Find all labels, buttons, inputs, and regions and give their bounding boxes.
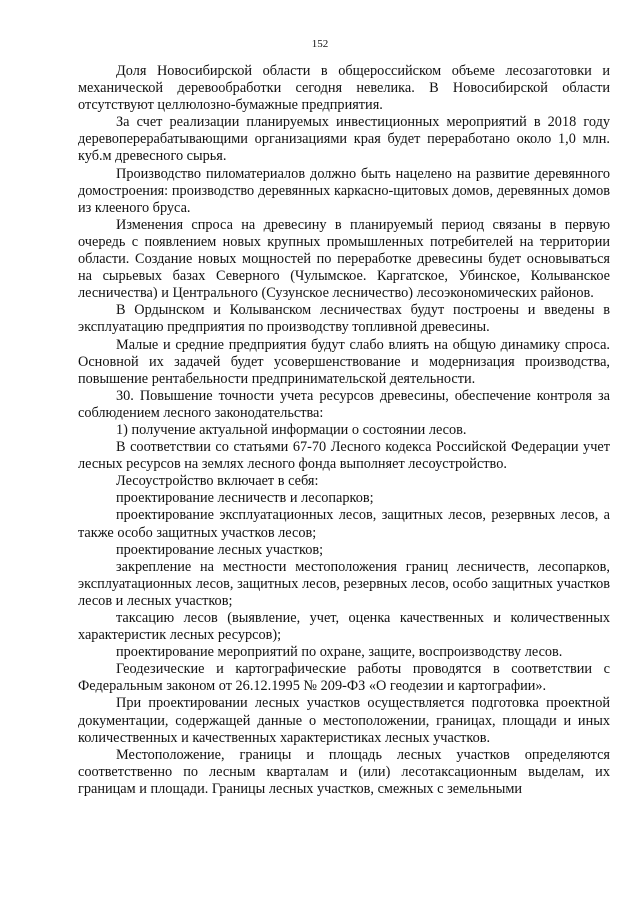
list-item-forest-taxation: таксацию лесов (выявление, учет, оценка качественных и количественных характеристик лесных ресурсов); — [78, 610, 610, 644]
paragraph-item-1: 1) получение актуальной информации о состоянии лесов. — [116, 421, 467, 438]
paragraph-geodesy-law: Геодезические и картографические работы проводятся в соответствии с Федеральным законом от 26.12.1995 № 209-ФЗ «О геодезии и картографии». — [78, 661, 610, 695]
paragraph-management-includes: Лесоустройство включает в себя: — [116, 473, 319, 490]
list-item-protection-measures: проектирование мероприятий по охране, защите, воспроизводству лесов. — [116, 644, 563, 661]
paragraph-forestry-share: Доля Новосибирской области в общероссийском объеме лесозаготовки и механической деревообработки сегодня невелика. В Новосибирской области отсутствуют целлюлозно-бумажные предприятия. — [78, 63, 610, 114]
paragraph-section-30: 30. Повышение точности учета ресурсов древесины, обеспечение контроля за соблюдением лесного законодательства: — [78, 387, 610, 421]
list-item-boundary-fixing: закрепление на местности местоположения границ лесничеств, лесопарков, эксплуатационных лесов, защитных лесов, резервных лесов, особо защитных участков лесов и лесных участков; — [78, 558, 610, 609]
paragraph-fuel-wood-plants: В Ордынском и Колыванском лесничествах будут построены и введены в эксплуатацию предприятия по производству топливной древесины. — [78, 302, 610, 336]
paragraph-small-enterprises: Малые и средние предприятия будут слабо влиять на общую динамику спроса. Основной их задачей будет усовершенствование и модернизация производства, повышение рентабельности предпринимательской деятельности. — [78, 336, 610, 387]
list-item-forests-design: проектирование эксплуатационных лесов, защитных лесов, резервных лесов, а также особо защитных участков лесов; — [78, 507, 610, 541]
paragraph-forest-code: В соответствии со статьями 67-70 Лесного кодекса Российской Федерации учет лесных ресурсов на землях лесного фонда выполняет лесоустройство. — [78, 439, 610, 473]
page-number: 152 — [311, 38, 329, 50]
paragraph-demand-changes: Изменения спроса на древесину в планируемый период связаны в первую очередь с появлением новых крупных промышленных потребителей на территории области. Создание новых мощностей по переработке древесины будет основываться на сырьевых базах Северного (Чулымское. Каргатское, Убинское, Колыванское лесничества) и Центрального (Сузунское лесничество) лесоэкономических районов. — [78, 216, 610, 302]
list-item-plots-design: проектирование лесных участков; — [116, 541, 324, 558]
paragraph-investment-2018: За счет реализации планируемых инвестиционных мероприятий в 2018 году деревоперерабатывающими организациями края будет переработано около 1,0 млн. куб.м древесного сырья. — [78, 114, 610, 165]
list-item-forestries-design: проектирование лесничеств и лесопарков; — [116, 490, 374, 507]
paragraph-plot-location: Местоположение, границы и площадь лесных участков определяются соответственно по лесным кварталам и (или) лесотаксационным выделам, их границам и площади. Границы лесных участков, смежных с земельными — [78, 746, 610, 797]
body-text — [78, 63, 610, 798]
paragraph-project-documentation: При проектировании лесных участков осуществляется подготовка проектной документации, содержащей данные о местоположении, границах, площади и иных количественных и качественных характеристиках лесных участков. — [78, 695, 610, 746]
paragraph-lumber-production: Производство пиломатериалов должно быть нацелено на развитие деревянного домостроения: производство деревянных каркасно-щитовых домов, деревянных домов из клееного бруса. — [78, 165, 610, 216]
